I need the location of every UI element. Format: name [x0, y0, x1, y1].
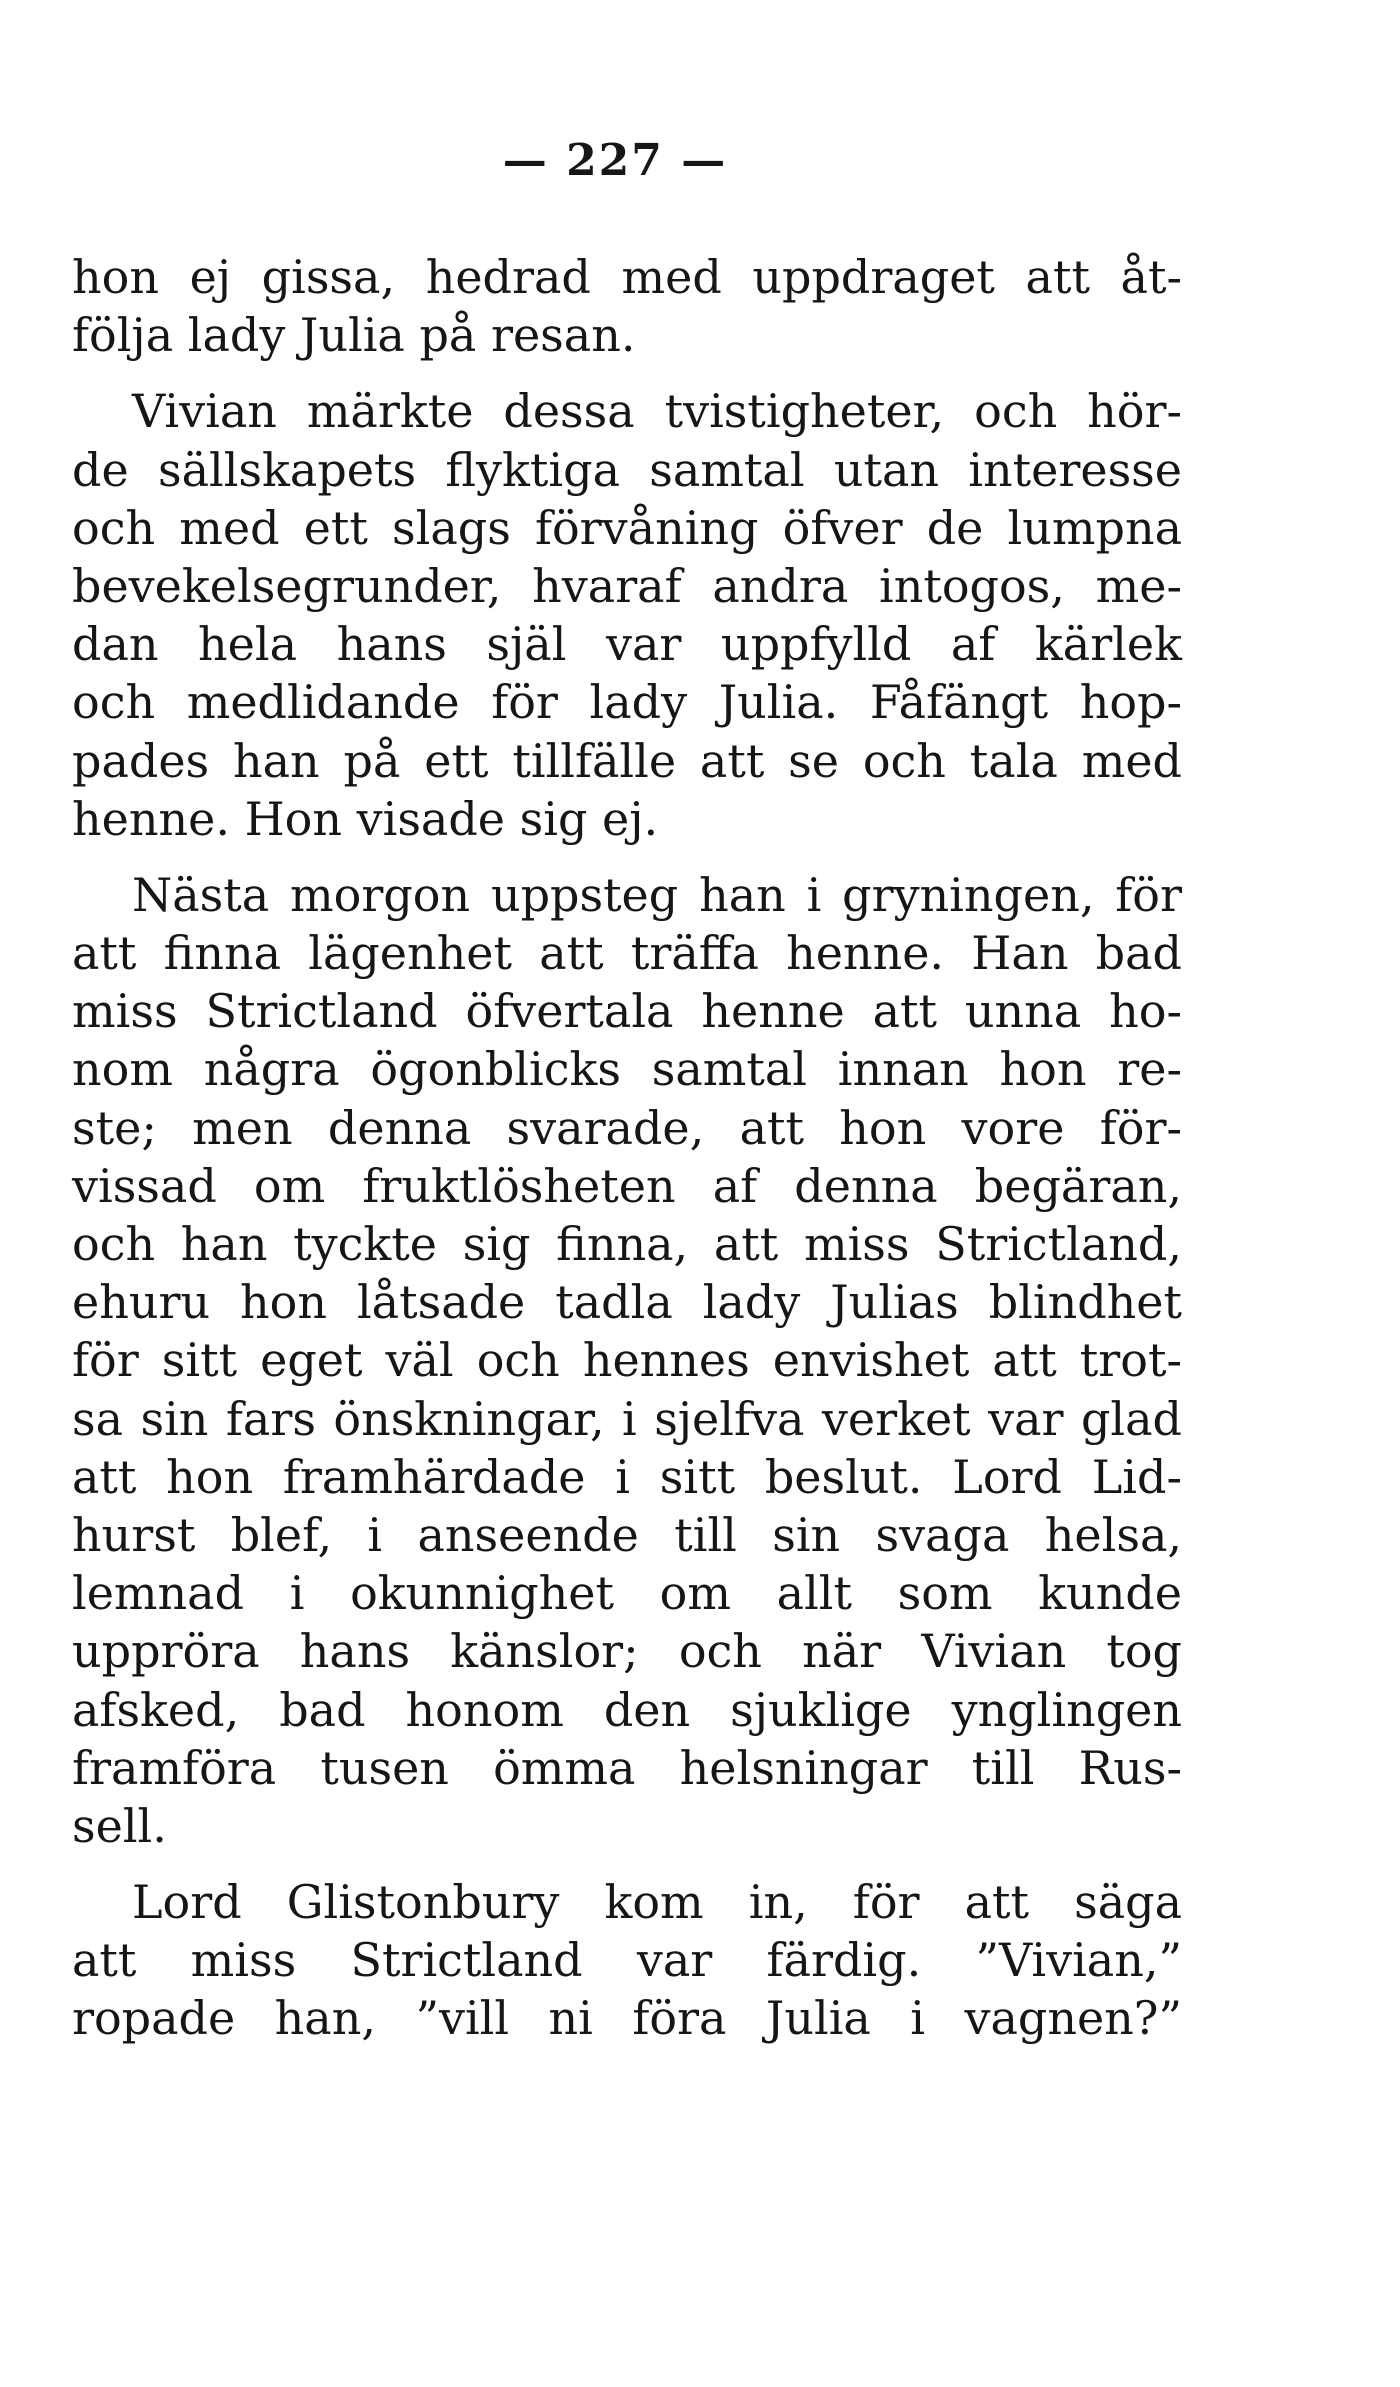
text-line: Nästa morgon uppsteg han i gryningen, för	[132, 867, 1182, 922]
paragraph	[72, 1873, 1182, 2048]
text-line: följa lady Julia på resan.	[72, 308, 636, 363]
text-line: för sitt eget väl och hennes envishet att trot-	[72, 1333, 1182, 1388]
text-line: och medlidande för lady Julia. Fåfängt hop-	[72, 675, 1182, 730]
text-line: att hon framhärdade i sitt beslut. Lord Lid-	[72, 1449, 1182, 1504]
text-line: lemnad i okunnighet om allt som kunde	[72, 1566, 1182, 1621]
text-line: de sällskapets flyktiga samtal utan interesse	[72, 442, 1182, 497]
text-line: pades han på ett tillfälle att se och tala med	[72, 733, 1182, 788]
text-line: ropade han, ”vill ni föra Julia i vagnen?”	[72, 1991, 1182, 2046]
page-number: — 227 —	[502, 135, 728, 186]
text-line: och med ett slags förvåning öfver de lumpna	[72, 500, 1182, 555]
text-line: Vivian märkte dessa tvistigheter, och hör-	[132, 384, 1182, 439]
text-line: afsked, bad honom den sjuklige ynglingen	[72, 1682, 1182, 1737]
paragraph	[72, 382, 1182, 848]
body-text	[72, 248, 1182, 2048]
text-line: att finna lägenhet att träffa henne. Han bad	[72, 926, 1182, 981]
text-line: hon ej gissa, hedrad med uppdraget att åt-	[72, 250, 1182, 304]
text-line: bevekelsegrunder, hvaraf andra intogos, me-	[72, 558, 1182, 613]
text-line: hurst blef, i anseende till sin svaga helsa,	[72, 1507, 1182, 1562]
text-line: sa sin fars önskningar, i sjelfva verket var glad	[72, 1391, 1182, 1446]
text-line: dan hela hans själ var uppfylld af kärlek	[72, 617, 1182, 672]
text-line: sell.	[72, 1798, 167, 1853]
text-line: Lord Glistonbury kom in, för att säga	[132, 1875, 1182, 1930]
text-line: ste; men denna svarade, att hon vore för-	[72, 1100, 1182, 1155]
text-line: miss Strictland öfvertala henne att unna ho-	[72, 984, 1182, 1039]
text-line: och han tyckte sig finna, att miss Strictland,	[72, 1217, 1182, 1271]
text-line: nom några ögonblicks samtal innan hon re-	[72, 1042, 1182, 1097]
text-line: uppröra hans känslor; och när Vivian tog	[72, 1624, 1182, 1679]
text-line: henne. Hon visade sig ej.	[72, 791, 659, 846]
text-line: vissad om fruktlösheten af denna begäran,	[72, 1158, 1182, 1213]
text-line: att miss Strictland var färdig. ”Vivian,”	[72, 1933, 1182, 1988]
text-line: ehuru hon låtsade tadla lady Julias blindhet	[72, 1275, 1182, 1330]
paragraph	[72, 248, 1182, 364]
text-line: framföra tusen ömma helsningar till Rus-	[72, 1740, 1182, 1795]
paragraph	[72, 866, 1182, 1855]
